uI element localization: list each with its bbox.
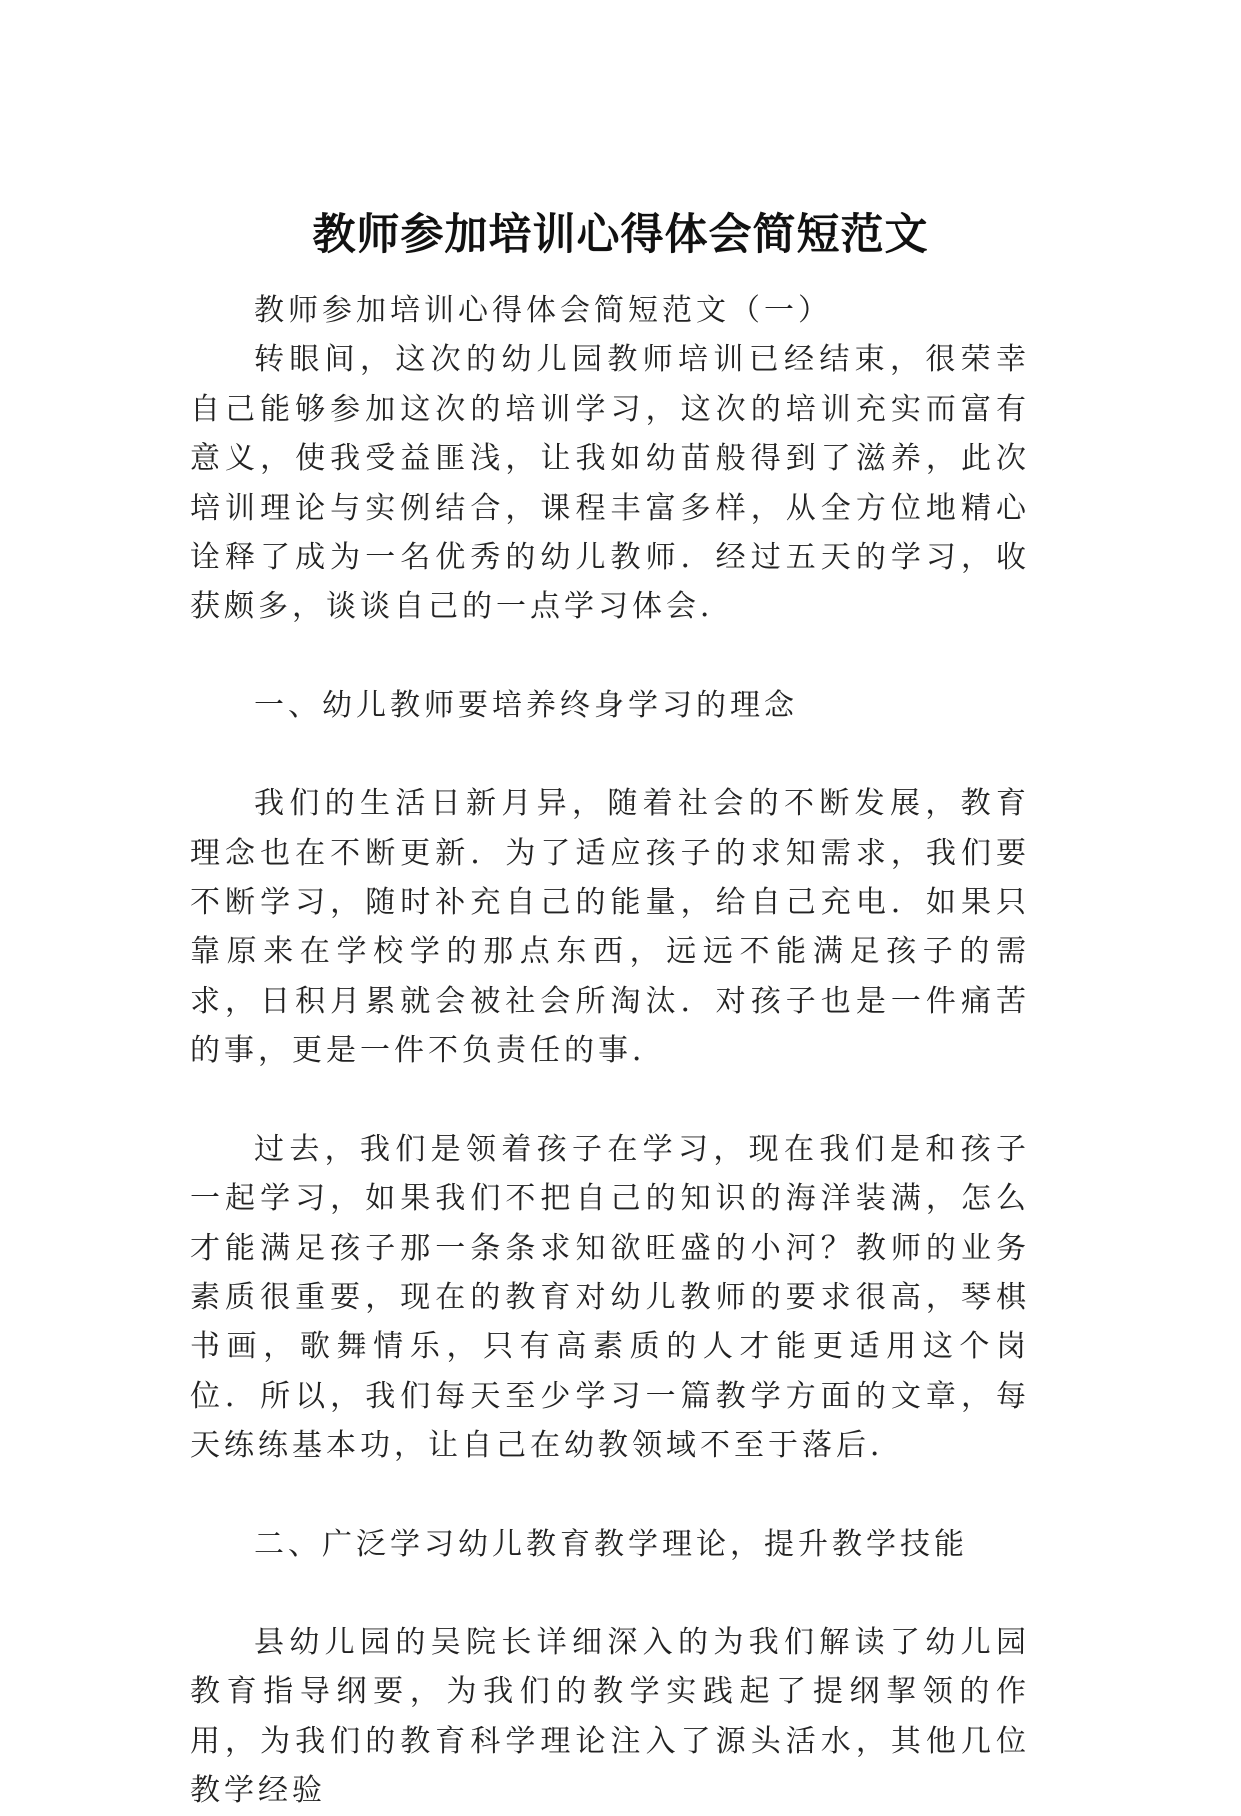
paragraph-spacer <box>190 1076 1030 1125</box>
paragraph-section1-b: 过去，我们是领着孩子在学习，现在我们是和孩子一起学习，如果我们不把自己的知识的海洋装满，怎么才能满足孩子那一条条求知欲旺盛的小河？教师的业务素质很重要，现在的教育对幼儿教师的要求很高，琴棋书画，歌舞情乐，只有高素质的人才能更适用这个岗位．所以，我们每天至少学习一篇教学方面的文章，每天练练基本功，让自己在幼教领域不至于落后． <box>190 1131 1030 1464</box>
paragraph-section1-a: 我们的生活日新月异，随着社会的不断发展，教育理念也在不断更新．为了适应孩子的求知需求，我们要不断学习，随时补充自己的能量，给自己充电．如果只靠原来在学校学的那点东西，远远不能满足孩子的需求，日积月累就会被社会所淘汰．对孩子也是一件痛苦的事，更是一件不负责任的事． <box>190 786 1030 1069</box>
paragraph-spacer <box>190 1471 1030 1520</box>
section-heading-2: 二、广泛学习幼儿教育教学理论，提升教学技能 <box>254 1526 968 1562</box>
document-body <box>190 286 1030 1816</box>
section-heading-1: 一、幼儿教师要培养终身学习的理念 <box>254 687 798 723</box>
paragraph-subtitle: 教师参加培训心得体会简短范文（一） <box>254 293 832 328</box>
document-title: 教师参加培训心得体会简短范文 <box>312 209 929 260</box>
paragraph-spacer <box>190 632 1030 681</box>
paragraph-section2-a: 县幼儿园的吴院长详细深入的为我们解读了幼儿园教育指导纲要，为我们的教学实践起了提纲挈领的作用，为我们的教育科学理论注入了源头活水，其他几位教学经验 <box>190 1624 1030 1809</box>
paragraph-intro: 转眼间，这次的幼儿园教师培训已经结束，很荣幸自己能够参加这次的培训学习，这次的培训充实而富有意义，使我受益匪浅，让我如幼苗般得到了滋养，此次培训理论与实例结合，课程丰富多样，从全方位地精心诠释了成为一名优秀的幼儿教师．经过五天的学习，收获颇多，谈谈自己的一点学习体会． <box>190 342 1030 625</box>
paragraph-spacer <box>190 730 1030 779</box>
paragraph-spacer <box>190 1569 1030 1618</box>
